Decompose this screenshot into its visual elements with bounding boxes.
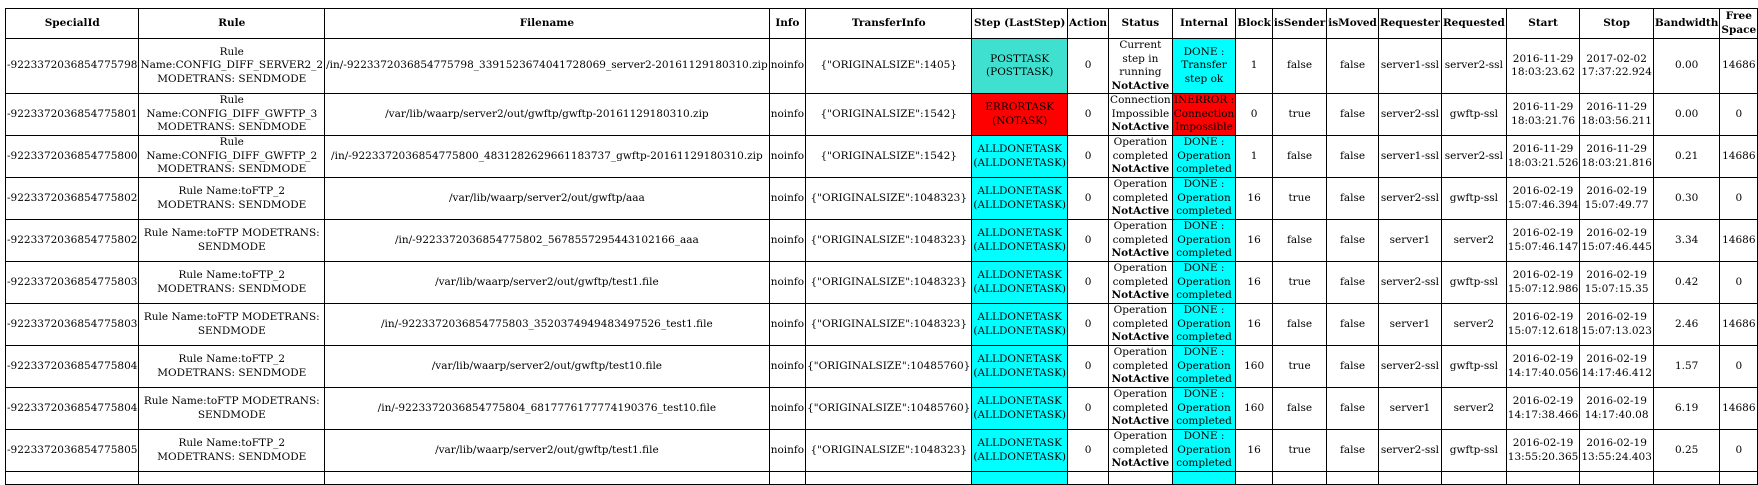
partial-cell: [1580, 472, 1654, 485]
stop-time: 17:37:22.924: [1581, 66, 1652, 78]
start-time: 14:17:38.466: [1507, 408, 1579, 421]
status-cell: [1109, 430, 1173, 472]
info-cell: noinfo: [769, 388, 805, 430]
action-cell: 0: [1068, 136, 1109, 178]
stop-date: 2016-02-19: [1586, 353, 1647, 365]
info-cell: noinfo: [769, 220, 805, 262]
start-cell: [1506, 346, 1580, 388]
info-cell: noinfo: [769, 430, 805, 472]
internal-cell: DONE : Operation completed: [1172, 304, 1236, 346]
start-time: 18:03:21.526: [1507, 156, 1579, 169]
is-sender-cell: true: [1272, 430, 1326, 472]
status-cell: [1109, 304, 1173, 346]
column-header-step[interactable]: Step (LastStep): [972, 9, 1068, 39]
column-header-start[interactable]: Start: [1506, 9, 1580, 39]
partial-cell: [1272, 472, 1326, 485]
partial-cell: [1506, 472, 1580, 485]
is-sender-cell: true: [1272, 262, 1326, 304]
action-cell: 0: [1068, 346, 1109, 388]
stop-date: 2016-02-19: [1586, 269, 1647, 281]
status-active-flag: NotActive: [1111, 79, 1170, 92]
rule-cell: Rule Name:CONFIG_DIFF_SERVER2_2 MODETRANS: SENDMODE: [139, 39, 325, 94]
table-row[interactable]: [6, 346, 1758, 388]
is-moved-cell: false: [1327, 346, 1379, 388]
start-time: 18:03:21.76: [1511, 114, 1575, 127]
requested-cell: gwftp-ssl: [1441, 262, 1506, 304]
partial-cell: [769, 472, 805, 485]
is-sender-cell: false: [1272, 220, 1326, 262]
column-header-filename[interactable]: Filename: [325, 9, 770, 39]
block-cell: 16: [1236, 430, 1273, 472]
start-cell: [1506, 178, 1580, 220]
partial-cell: [806, 472, 972, 485]
filename-cell: /in/-9223372036854775804_6817776177774190376_test10.file: [325, 388, 770, 430]
requested-cell: gwftp-ssl: [1441, 346, 1506, 388]
internal-cell: DONE : Transfer step ok: [1172, 39, 1236, 94]
requested-cell: server2: [1441, 220, 1506, 262]
is-moved-cell: false: [1327, 178, 1379, 220]
start-time: 15:07:46.147: [1507, 240, 1579, 253]
stop-time: 14:17:40.08: [1584, 408, 1649, 421]
start-time: 13:55:20.365: [1507, 450, 1579, 463]
transfer-info-cell: {"ORIGINALSIZE":10485760}: [806, 388, 972, 430]
table-row[interactable]: [6, 178, 1758, 220]
status-text: Operation completed: [1112, 388, 1169, 414]
step-cell: ALLDONETASK (ALLDONETASK): [972, 262, 1068, 304]
column-header-requester[interactable]: Requester: [1378, 9, 1441, 39]
step-cell: POSTTASK (POSTTASK): [972, 39, 1068, 94]
internal-cell: DONE : Operation completed: [1172, 220, 1236, 262]
requester-cell: server2-ssl: [1378, 430, 1441, 472]
column-header-free-space[interactable]: Free Space: [1720, 9, 1758, 39]
special-id-cell: -9223372036854775803: [6, 262, 139, 304]
is-sender-cell: true: [1272, 94, 1326, 136]
stop-cell: [1580, 94, 1654, 136]
filename-cell: /in/-9223372036854775802_5678557295443102166_aaa: [325, 220, 770, 262]
is-sender-cell: false: [1272, 136, 1326, 178]
partial-cell: [1720, 472, 1758, 485]
partial-cell: [1327, 472, 1379, 485]
info-cell: noinfo: [769, 94, 805, 136]
table-row[interactable]: [6, 94, 1758, 136]
is-moved-cell: false: [1327, 430, 1379, 472]
bandwidth-cell: 0.25: [1653, 430, 1720, 472]
transfer-info-cell: {"ORIGINALSIZE":1048323}: [806, 430, 972, 472]
table-header-row: [6, 9, 1758, 39]
stop-cell: [1580, 220, 1654, 262]
filename-cell: /in/-9223372036854775803_3520374949483497526_test1.file: [325, 304, 770, 346]
start-time: 14:17:40.056: [1507, 366, 1579, 379]
step-cell: ERRORTASK (NOTASK): [972, 94, 1068, 136]
partial-cell: [1441, 472, 1506, 485]
status-cell: [1109, 346, 1173, 388]
step-cell: ALLDONETASK (ALLDONETASK): [972, 136, 1068, 178]
bandwidth-cell: 3.34: [1653, 220, 1720, 262]
transfer-info-cell: {"ORIGINALSIZE":1405}: [806, 39, 972, 94]
free-space-cell: 0: [1720, 94, 1758, 136]
free-space-cell: 14686: [1720, 220, 1758, 262]
status-cell: [1109, 220, 1173, 262]
block-cell: 16: [1236, 262, 1273, 304]
table-row[interactable]: [6, 39, 1758, 94]
step-cell: ALLDONETASK (ALLDONETASK): [972, 178, 1068, 220]
is-moved-cell: false: [1327, 220, 1379, 262]
block-cell: 16: [1236, 304, 1273, 346]
bandwidth-cell: 0.00: [1653, 39, 1720, 94]
start-time: 15:07:46.394: [1507, 198, 1579, 211]
action-cell: 0: [1068, 94, 1109, 136]
special-id-cell: -9223372036854775804: [6, 346, 139, 388]
requester-cell: server2-ssl: [1378, 178, 1441, 220]
bandwidth-cell: 0.21: [1653, 136, 1720, 178]
rule-cell: Rule Name:toFTP_2 MODETRANS: SENDMODE: [139, 430, 325, 472]
internal-cell: DONE : Operation completed: [1172, 178, 1236, 220]
status-text: Current step in running: [1119, 39, 1162, 78]
stop-cell: [1580, 262, 1654, 304]
status-cell: [1109, 136, 1173, 178]
action-cell: 0: [1068, 39, 1109, 94]
internal-cell: DONE : Operation completed: [1172, 430, 1236, 472]
table-row[interactable]: [6, 388, 1758, 430]
column-header-internal[interactable]: Internal: [1172, 9, 1236, 39]
start-time: 15:07:12.618: [1507, 324, 1579, 337]
info-cell: noinfo: [769, 178, 805, 220]
transfer-table-container: [5, 8, 1758, 485]
stop-cell: [1580, 346, 1654, 388]
rule-cell: Rule Name:CONFIG_DIFF_GWFTP_3 MODETRANS: SENDMODE: [139, 94, 325, 136]
is-sender-cell: true: [1272, 178, 1326, 220]
start-cell: [1506, 220, 1580, 262]
stop-date: 2016-02-19: [1586, 311, 1647, 323]
special-id-cell: -9223372036854775803: [6, 304, 139, 346]
block-cell: 1: [1236, 39, 1273, 94]
table-row-partial[interactable]: [6, 472, 1758, 485]
status-cell: [1109, 39, 1173, 94]
column-header-is-moved[interactable]: isMoved: [1327, 9, 1379, 39]
column-header-info[interactable]: Info: [769, 9, 805, 39]
stop-date: 2016-02-19: [1586, 227, 1647, 239]
status-text: Operation completed: [1112, 178, 1169, 204]
step-cell: ALLDONETASK (ALLDONETASK): [972, 220, 1068, 262]
status-text: Operation completed: [1112, 262, 1169, 288]
start-date: 2016-02-19: [1512, 227, 1574, 239]
rule-cell: Rule Name:CONFIG_DIFF_GWFTP_2 MODETRANS: SENDMODE: [139, 136, 325, 178]
stop-time: 15:07:46.445: [1581, 240, 1652, 253]
start-cell: [1506, 388, 1580, 430]
partial-cell: [1378, 472, 1441, 485]
stop-date: 2017-02-02: [1586, 52, 1647, 65]
column-header-requested[interactable]: Requested: [1441, 9, 1506, 39]
free-space-cell: 14686: [1720, 136, 1758, 178]
bandwidth-cell: 1.57: [1653, 346, 1720, 388]
is-moved-cell: false: [1327, 94, 1379, 136]
status-active-flag: NotActive: [1111, 457, 1170, 470]
transfer-info-cell: {"ORIGINALSIZE":1542}: [806, 136, 972, 178]
free-space-cell: 0: [1720, 430, 1758, 472]
free-space-cell: 14686: [1720, 304, 1758, 346]
stop-date: 2016-11-29: [1586, 101, 1647, 113]
special-id-cell: -9223372036854775804: [6, 388, 139, 430]
block-cell: 1: [1236, 136, 1273, 178]
stop-date: 2016-02-19: [1586, 185, 1647, 197]
transfer-info-cell: {"ORIGINALSIZE":1048323}: [806, 304, 972, 346]
requested-cell: server2-ssl: [1441, 136, 1506, 178]
transfer-info-cell: {"ORIGINALSIZE":10485760}: [806, 346, 972, 388]
start-date: 2016-02-19: [1512, 395, 1574, 407]
internal-cell: DONE : Operation completed: [1172, 388, 1236, 430]
column-header-block[interactable]: Block: [1236, 9, 1273, 39]
start-cell: [1506, 262, 1580, 304]
rule-cell: Rule Name:toFTP MODETRANS: SENDMODE: [139, 388, 325, 430]
action-cell: 0: [1068, 388, 1109, 430]
partial-cell: [1068, 472, 1109, 485]
status-text: Operation completed: [1112, 220, 1169, 246]
start-date: 2016-02-19: [1512, 353, 1574, 365]
filename-cell: /var/lib/waarp/server2/out/gwftp/gwftp-20161129180310.zip: [325, 94, 770, 136]
column-header-bandwidth[interactable]: Bandwidth: [1653, 9, 1720, 39]
column-header-is-sender[interactable]: isSender: [1272, 9, 1326, 39]
start-time: 18:03:23.62: [1511, 66, 1575, 78]
partial-cell: [972, 472, 1068, 485]
start-date: 2016-02-19: [1512, 185, 1574, 197]
start-cell: [1506, 39, 1580, 94]
stop-time: 15:07:13.023: [1581, 324, 1652, 337]
is-sender-cell: true: [1272, 346, 1326, 388]
requested-cell: server2-ssl: [1441, 39, 1506, 94]
filename-cell: /in/-9223372036854775800_4831282629661183737_gwftp-20161129180310.zip: [325, 136, 770, 178]
status-text: Operation completed: [1112, 346, 1169, 372]
info-cell: noinfo: [769, 304, 805, 346]
stop-cell: [1580, 136, 1654, 178]
start-cell: [1506, 94, 1580, 136]
column-header-transfer-info[interactable]: TransferInfo: [806, 9, 972, 39]
partial-cell: [1236, 472, 1273, 485]
is-moved-cell: false: [1327, 304, 1379, 346]
stop-time: 18:03:21.816: [1581, 156, 1652, 169]
rule-cell: Rule Name:toFTP MODETRANS: SENDMODE: [139, 304, 325, 346]
filename-cell: /var/lib/waarp/server2/out/gwftp/test1.file: [325, 262, 770, 304]
step-cell: ALLDONETASK (ALLDONETASK): [972, 346, 1068, 388]
start-date: 2016-11-29: [1512, 101, 1574, 113]
requester-cell: server1: [1378, 220, 1441, 262]
filename-cell: /var/lib/waarp/server2/out/gwftp/test10.file: [325, 346, 770, 388]
bandwidth-cell: 2.46: [1653, 304, 1720, 346]
free-space-cell: 0: [1720, 262, 1758, 304]
step-cell: ALLDONETASK (ALLDONETASK): [972, 388, 1068, 430]
stop-cell: [1580, 39, 1654, 94]
start-date: 2016-02-19: [1512, 311, 1574, 323]
status-text: Connection Impossible: [1110, 94, 1171, 120]
table-row[interactable]: [6, 430, 1758, 472]
table-row[interactable]: [6, 136, 1758, 178]
step-cell: ALLDONETASK (ALLDONETASK): [972, 430, 1068, 472]
requested-cell: gwftp-ssl: [1441, 94, 1506, 136]
stop-date: 2016-02-19: [1586, 395, 1647, 407]
status-text: Operation completed: [1112, 136, 1169, 162]
step-cell: ALLDONETASK (ALLDONETASK): [972, 304, 1068, 346]
transfer-info-cell: {"ORIGINALSIZE":1542}: [806, 94, 972, 136]
is-moved-cell: false: [1327, 39, 1379, 94]
requester-cell: server1: [1378, 304, 1441, 346]
block-cell: 16: [1236, 178, 1273, 220]
transfer-info-cell: {"ORIGINALSIZE":1048323}: [806, 220, 972, 262]
free-space-cell: 14686: [1720, 39, 1758, 94]
stop-cell: [1580, 430, 1654, 472]
start-date: 2016-11-29: [1512, 52, 1574, 65]
partial-cell: [1653, 472, 1720, 485]
internal-cell: DONE : Operation completed: [1172, 262, 1236, 304]
stop-time: 15:07:15.35: [1584, 282, 1649, 295]
special-id-cell: -9223372036854775802: [6, 220, 139, 262]
partial-cell: [1109, 472, 1173, 485]
bandwidth-cell: 6.19: [1653, 388, 1720, 430]
table-row[interactable]: [6, 304, 1758, 346]
is-sender-cell: false: [1272, 39, 1326, 94]
column-header-rule[interactable]: Rule: [139, 9, 325, 39]
requested-cell: server2: [1441, 304, 1506, 346]
column-header-action[interactable]: Action: [1068, 9, 1109, 39]
start-time: 15:07:12.986: [1507, 282, 1579, 295]
partial-cell: [1172, 472, 1236, 485]
rule-cell: Rule Name:toFTP_2 MODETRANS: SENDMODE: [139, 262, 325, 304]
internal-cell: DONE : Operation completed: [1172, 136, 1236, 178]
internal-cell: INERROR : Connection Impossible: [1172, 94, 1236, 136]
start-date: 2016-02-19: [1512, 269, 1574, 281]
block-cell: 160: [1236, 346, 1273, 388]
special-id-cell: -9223372036854775801: [6, 94, 139, 136]
bandwidth-cell: 0.00: [1653, 94, 1720, 136]
free-space-cell: 0: [1720, 346, 1758, 388]
start-cell: [1506, 430, 1580, 472]
partial-cell: [6, 472, 139, 485]
rule-cell: Rule Name:toFTP_2 MODETRANS: SENDMODE: [139, 346, 325, 388]
status-cell: [1109, 262, 1173, 304]
transfer-info-cell: {"ORIGINALSIZE":1048323}: [806, 262, 972, 304]
internal-cell: DONE : Operation completed: [1172, 346, 1236, 388]
requested-cell: gwftp-ssl: [1441, 430, 1506, 472]
bandwidth-cell: 0.30: [1653, 178, 1720, 220]
is-sender-cell: false: [1272, 304, 1326, 346]
table-row[interactable]: [6, 262, 1758, 304]
requester-cell: server1: [1378, 388, 1441, 430]
info-cell: noinfo: [769, 262, 805, 304]
special-id-cell: -9223372036854775802: [6, 178, 139, 220]
status-active-flag: NotActive: [1111, 121, 1170, 134]
status-active-flag: NotActive: [1111, 289, 1170, 302]
status-active-flag: NotActive: [1111, 331, 1170, 344]
status-text: Operation completed: [1112, 430, 1169, 456]
stop-date: 2016-02-19: [1586, 437, 1647, 449]
action-cell: 0: [1068, 178, 1109, 220]
special-id-cell: -9223372036854775805: [6, 430, 139, 472]
transfer-table: [5, 8, 1758, 485]
status-cell: [1109, 94, 1173, 136]
action-cell: 0: [1068, 304, 1109, 346]
column-header-status[interactable]: Status: [1109, 9, 1173, 39]
block-cell: 160: [1236, 388, 1273, 430]
requester-cell: server1-ssl: [1378, 136, 1441, 178]
bandwidth-cell: 0.42: [1653, 262, 1720, 304]
rule-cell: Rule Name:toFTP MODETRANS: SENDMODE: [139, 220, 325, 262]
column-header-stop[interactable]: Stop: [1580, 9, 1654, 39]
filename-cell: /var/lib/waarp/server2/out/gwftp/aaa: [325, 178, 770, 220]
free-space-cell: 0: [1720, 178, 1758, 220]
is-moved-cell: false: [1327, 388, 1379, 430]
requested-cell: gwftp-ssl: [1441, 178, 1506, 220]
status-cell: [1109, 388, 1173, 430]
action-cell: 0: [1068, 220, 1109, 262]
transfer-info-cell: {"ORIGINALSIZE":1048323}: [806, 178, 972, 220]
is-moved-cell: false: [1327, 136, 1379, 178]
partial-cell: [139, 472, 325, 485]
action-cell: 0: [1068, 262, 1109, 304]
table-row[interactable]: [6, 220, 1758, 262]
start-cell: [1506, 304, 1580, 346]
start-date: 2016-11-29: [1512, 143, 1574, 155]
stop-cell: [1580, 388, 1654, 430]
is-moved-cell: false: [1327, 262, 1379, 304]
special-id-cell: -9223372036854775798: [6, 39, 139, 94]
stop-date: 2016-11-29: [1586, 143, 1647, 155]
action-cell: 0: [1068, 430, 1109, 472]
stop-cell: [1580, 304, 1654, 346]
start-cell: [1506, 136, 1580, 178]
requested-cell: server2: [1441, 388, 1506, 430]
info-cell: noinfo: [769, 346, 805, 388]
status-cell: [1109, 178, 1173, 220]
stop-time: 13:55:24.403: [1581, 450, 1652, 463]
status-text: Operation completed: [1112, 304, 1169, 330]
info-cell: noinfo: [769, 136, 805, 178]
stop-time: 14:17:46.412: [1581, 366, 1652, 379]
status-active-flag: NotActive: [1111, 415, 1170, 428]
block-cell: 16: [1236, 220, 1273, 262]
special-id-cell: -9223372036854775800: [6, 136, 139, 178]
requester-cell: server2-ssl: [1378, 94, 1441, 136]
block-cell: 0: [1236, 94, 1273, 136]
requester-cell: server2-ssl: [1378, 262, 1441, 304]
status-active-flag: NotActive: [1111, 373, 1170, 386]
rule-cell: Rule Name:toFTP_2 MODETRANS: SENDMODE: [139, 178, 325, 220]
column-header-special-id[interactable]: SpecialId: [6, 9, 139, 39]
stop-time: 18:03:56.211: [1581, 114, 1652, 127]
info-cell: noinfo: [769, 39, 805, 94]
free-space-cell: 14686: [1720, 388, 1758, 430]
requester-cell: server2-ssl: [1378, 346, 1441, 388]
partial-cell: [325, 472, 770, 485]
filename-cell: /var/lib/waarp/server2/out/gwftp/test1.file: [325, 430, 770, 472]
stop-cell: [1580, 178, 1654, 220]
filename-cell: /in/-9223372036854775798_3391523674041728069_server2-20161129180310.zip: [325, 39, 770, 94]
status-active-flag: NotActive: [1111, 205, 1170, 218]
start-date: 2016-02-19: [1512, 437, 1574, 449]
is-sender-cell: false: [1272, 388, 1326, 430]
status-active-flag: NotActive: [1111, 247, 1170, 260]
status-active-flag: NotActive: [1111, 163, 1170, 176]
requester-cell: server1-ssl: [1378, 39, 1441, 94]
stop-time: 15:07:49.77: [1584, 198, 1649, 211]
